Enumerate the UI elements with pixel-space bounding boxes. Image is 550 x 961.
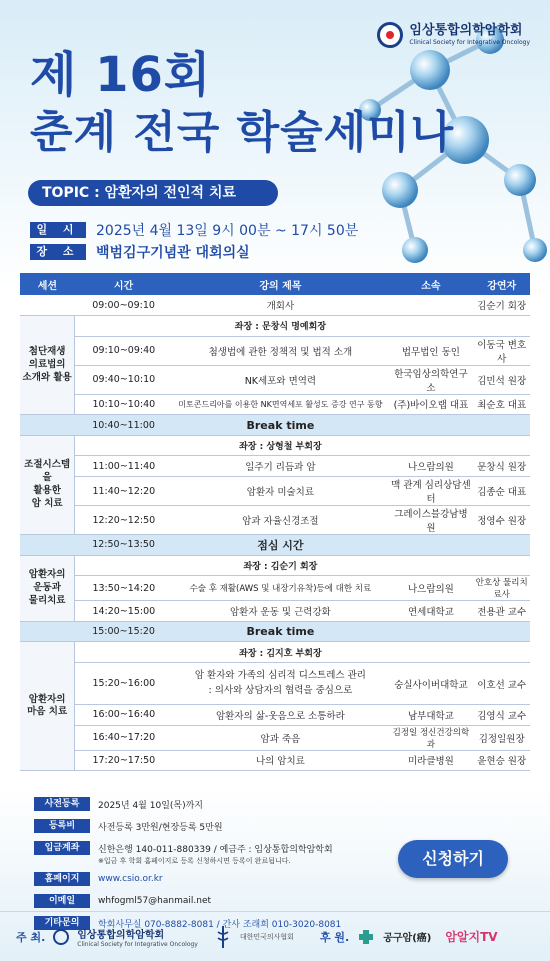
org-name: 임상통합의학암학회 <box>409 23 523 38</box>
table-row: 11:40~12:20 암환자 미술치료 맥 관계 심리상담센터 김종순 대표 <box>20 477 530 506</box>
host-logo-icon <box>53 929 69 945</box>
row-speaker: 김순기 회장 <box>473 295 530 316</box>
table-row: 14:20~15:00 암환자 운동 및 근력강화 연세대학교 전용관 교수 <box>20 601 530 622</box>
lunch-row: 12:50~13:50 점심 시간 <box>20 535 530 556</box>
fee-value: 사전등록 3만원/현장등록 5만원 <box>98 822 223 833</box>
row-chair: 좌장 : 문창식 명예회장 <box>172 316 388 337</box>
website-row <box>34 868 341 890</box>
email-row <box>34 890 341 912</box>
deadline-label: 사전등록 <box>34 797 90 811</box>
place-label: 장 소 <box>30 244 86 260</box>
topic-banner: TOPIC : 암환자의 전인적 치료 <box>28 180 278 206</box>
medical-association-emblem-icon <box>214 924 232 950</box>
row-title: 개회사 <box>172 295 388 316</box>
table-row: 16:40~17:20 암과 죽음 김정일 정신건강의학과 김정일원장 <box>20 725 530 750</box>
session-label: 암환자의 마음 치료 <box>20 642 75 771</box>
table-row: 16:00~16:40 암환자의 삶-웃음으로 소통하라 남부대학교 김영식 교수 <box>20 705 530 726</box>
org-sub: Clinical Society for Integrative Oncology <box>409 39 530 46</box>
sponsor-1: 공구암(癌) <box>383 933 432 944</box>
table-row <box>20 435 530 456</box>
sponsor-2: 암알지TV <box>445 930 498 944</box>
society-logo-icon <box>377 22 403 48</box>
host-name: 임상통합의학암학회 <box>77 929 165 941</box>
table-row: 13:50~14:20 수술 후 재활(AWS 및 내장기유착)등에 대한 치료 나으람의원 안호상 물리치료사 <box>20 576 530 601</box>
header-session: 세션 <box>20 273 75 295</box>
row-time: 09:00~09:10 <box>75 295 173 316</box>
table-header-row <box>20 273 530 295</box>
header-speaker: 강연자 <box>473 273 530 295</box>
row-chair: 좌장 : 김순기 회장 <box>172 555 388 576</box>
session-label: 조절시스템을 활용한 암 치료 <box>20 435 75 534</box>
cohost-name: 대한민국의사협회 <box>239 932 294 941</box>
account-value: 신한은행 140-011-880339 / 예금주 : 임상통합의학암학회 <box>98 844 333 855</box>
sponsor-logo-icon <box>357 928 375 946</box>
host-label: 주 최. <box>16 930 46 944</box>
title-line-1: 제 16회 <box>30 47 212 103</box>
contact-label: 기타문의 <box>34 916 90 930</box>
session-label: 암환자의 운동과 물리치료 <box>20 555 75 621</box>
table-row: 10:10~10:40 미토콘드리아를 이용한 NK면역세포 활성도 증강 연구 동향 (주)바이오랩 대표 최순호 대표 <box>20 394 530 415</box>
footer <box>0 911 550 961</box>
break-row: 10:40~11:00 Break time <box>20 415 530 436</box>
schedule-table <box>20 273 530 771</box>
row-chair: 좌장 : 상형철 부회장 <box>172 435 388 456</box>
table-row <box>20 642 530 663</box>
table-row: 17:20~17:50 나의 암치료 미라클병원 윤현승 원장 <box>20 750 530 771</box>
row-affiliation <box>388 295 473 316</box>
table-row: 09:10~09:40 첨생법에 관한 정책적 및 법적 소개 법무법인 동인 이동국 변호사 <box>20 336 530 365</box>
fee-label: 등록비 <box>34 819 90 833</box>
sponsor-label: 후 원. <box>319 930 350 944</box>
place-row <box>30 242 250 262</box>
session-label: 첨단재생 의료법의 소개와 활용 <box>20 316 75 415</box>
contact-value: 학회사무실 070-8882-8081 / 간사 조래희 010-3020-8081 <box>98 919 342 930</box>
account-label: 입금계좌 <box>34 841 90 855</box>
header-affiliation: 소속 <box>388 273 473 295</box>
row-chair: 좌장 : 김지호 부회장 <box>172 642 388 663</box>
website-link[interactable]: www.csio.or.kr <box>98 874 163 884</box>
table-row: 12:20~12:50 암과 자율신경조절 그레이스블강남병원 정영수 원장 <box>20 506 530 535</box>
date-value: 2025년 4월 13일 9시 00분 ~ 17시 50분 <box>96 223 359 239</box>
break-row: 15:00~15:20 Break time <box>20 621 530 642</box>
account-note: ※입금 후 학회 홈페이지로 등록 신청하시면 등록이 완료됩니다. <box>98 857 291 865</box>
deadline-row <box>34 793 341 815</box>
header-title: 강의 제목 <box>172 273 388 295</box>
website-label: 홈페이지 <box>34 872 90 886</box>
date-label: 일 시 <box>30 222 86 238</box>
table-row <box>20 295 530 316</box>
host-sub: Clinical Society for Integrative Oncology <box>77 940 198 948</box>
table-row: 09:40~10:10 NK세포와 면역력 한국임상의학연구소 김민석 원장 <box>20 365 530 394</box>
apply-button[interactable]: 신청하기 <box>398 840 508 878</box>
table-row: 15:20~16:00 암 환자와 가족의 심리적 디스트레스 관리 : 의사와 상담자의 협력을 중심으로 숭실사이버대학교 이호선 교수 <box>20 663 530 705</box>
header-time: 시간 <box>75 273 173 295</box>
table-row <box>20 316 530 337</box>
email-link[interactable]: whfogml57@hanmail.net <box>98 896 212 906</box>
table-row <box>20 555 530 576</box>
organizer-logo-block <box>377 22 530 48</box>
email-label: 이메일 <box>34 894 90 908</box>
place-value: 백범김구기념관 대회의실 <box>96 245 250 261</box>
fee-row <box>34 815 341 837</box>
date-row <box>30 220 358 240</box>
table-row: 11:00~11:40 일주기 리듬과 암 나으람의원 문창식 원장 <box>20 456 530 477</box>
deadline-value: 2025년 4월 10일(목)까지 <box>98 800 203 811</box>
title-line-2: 춘계 전국 학술세미나 <box>30 107 455 158</box>
